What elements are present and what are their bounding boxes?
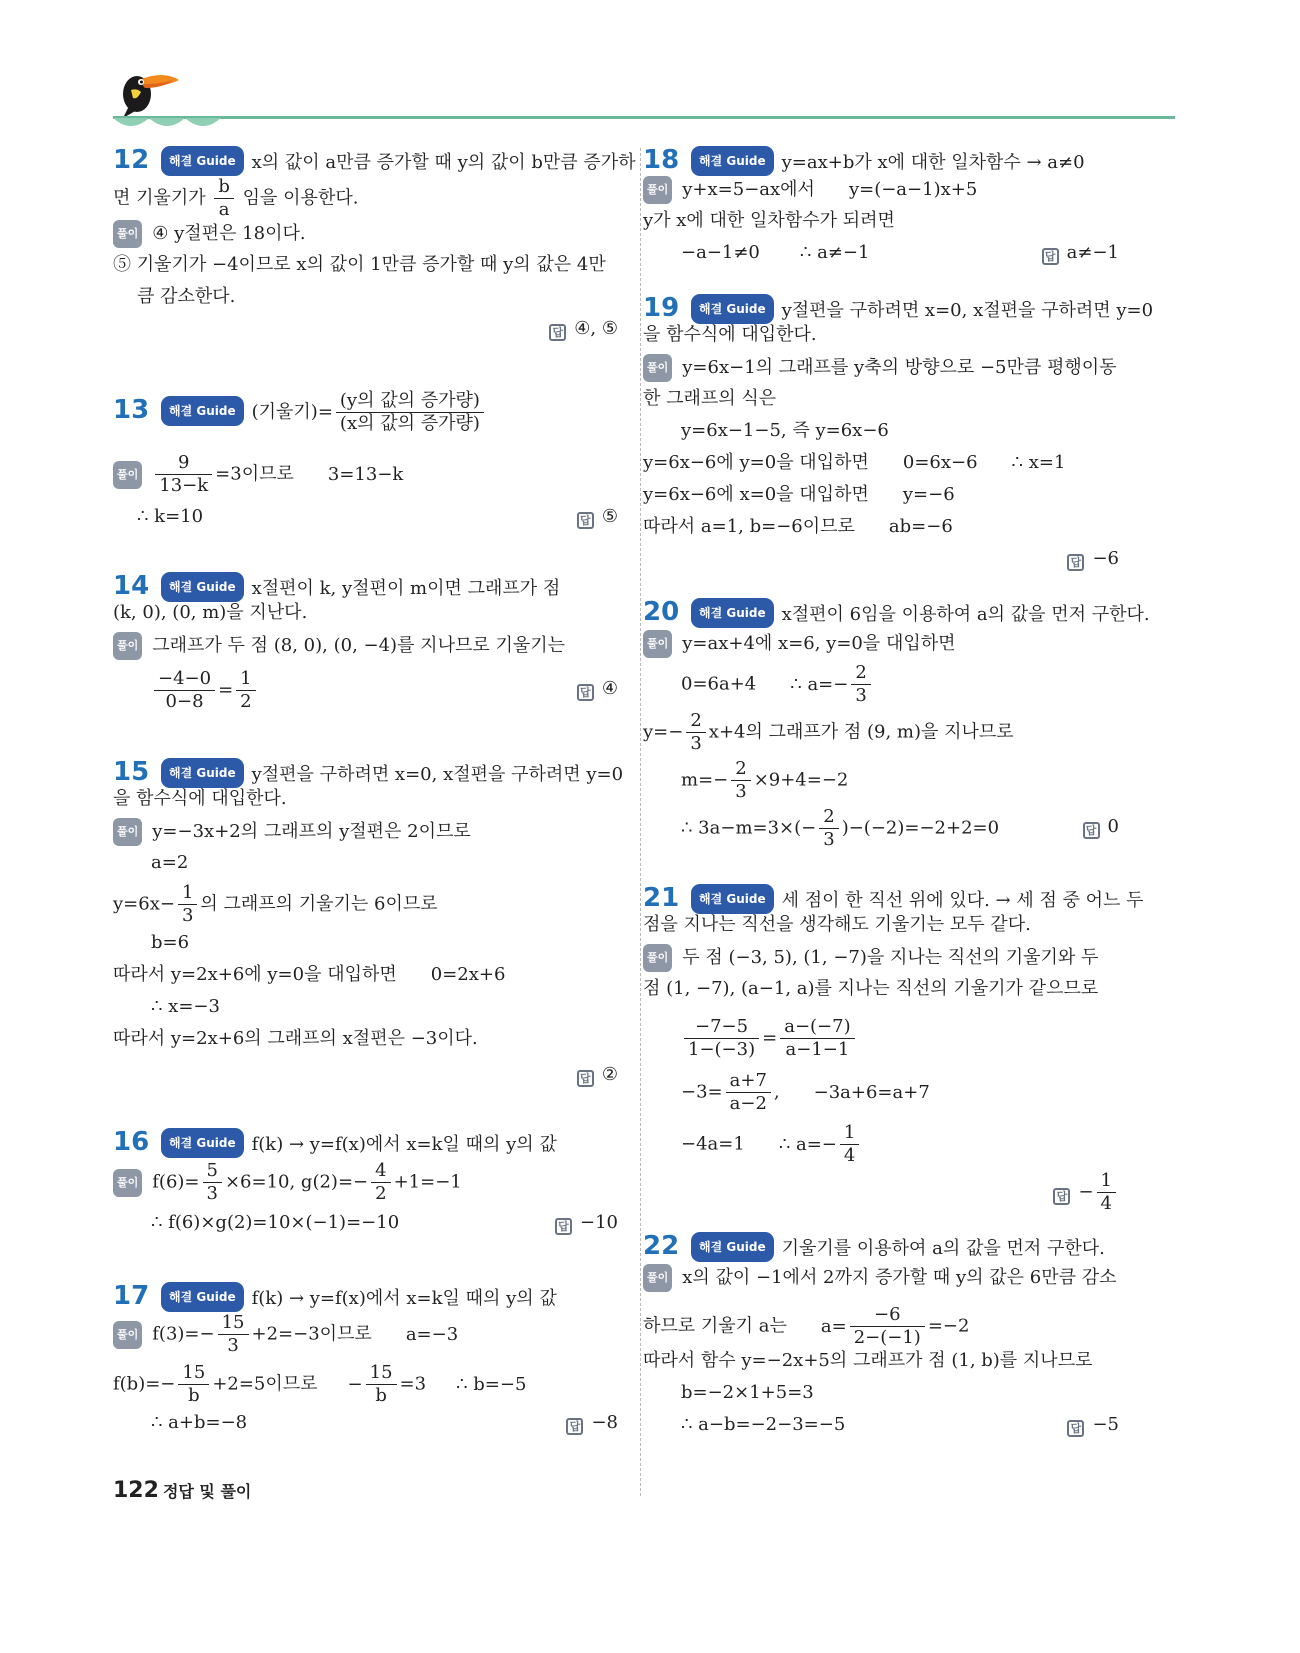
solution-line: y=−3x+2의 그래프의 y절편은 2이므로 [152, 821, 471, 842]
solution-text: 0=6a+4 [681, 673, 757, 695]
solution-text: +2=5이므로 [212, 1373, 318, 1395]
answer-value: 0 [1107, 816, 1119, 837]
answer [1083, 814, 1119, 840]
problem-number: 19 [643, 293, 680, 323]
guide-text: y=ax+b가 x에 대한 일차함수 → a≠0 [781, 152, 1085, 173]
solution-line: 그래프가 두 점 (8, 0), (0, −4)를 지나므로 기울기는 [152, 635, 566, 656]
solution-text: f(6)= [152, 1171, 200, 1193]
fraction: $\frac{1}{4}$ [840, 1122, 859, 1167]
solution-badge: 풀이 [643, 944, 672, 972]
guide-badge: 해결 Guide [691, 598, 774, 628]
guide-badge: 해결 Guide [161, 572, 244, 602]
solution-text: 하므로 기울기 a는 [643, 1315, 787, 1337]
solution-text: ∴ a=− [778, 1133, 837, 1155]
solution-line: y=6x−1의 그래프를 y축의 방향으로 −5만큼 평행이동 [682, 357, 1117, 378]
answer-icon: 답 [1067, 554, 1084, 571]
solution-text: −a−1≠0 [681, 242, 760, 263]
solution-badge: 풀이 [643, 354, 672, 382]
fraction: $\frac{\text{(y의 값의 증가량)}}{\text{(x의 값의 증가량)}}$ [336, 390, 484, 435]
problem-number: 12 [113, 145, 150, 175]
answer-icon: 답 [566, 1418, 583, 1435]
fraction: $\frac{4}{2}$ [371, 1160, 390, 1205]
footer-section-title: 정답 및 풀이 [162, 1482, 252, 1501]
fraction: $\frac{2}{3}$ [851, 662, 870, 707]
guide-text: f(k) → y=f(x)에서 x=k일 때의 y의 값 [251, 1134, 557, 1155]
solution-badge: 풀이 [113, 632, 142, 660]
guide-badge: 해결 Guide [691, 884, 774, 914]
answer-value: −6 [1092, 548, 1119, 569]
solution-text: f(b)=− [113, 1373, 176, 1395]
fraction: $\frac{-6}{2-(-1)}$ [850, 1304, 925, 1349]
fraction: $\frac{15}{3}$ [218, 1312, 249, 1357]
solution-text: ∴ x=1 [1011, 452, 1066, 473]
solution-text: y=6x−6에 x=0을 대입하면 [643, 484, 869, 505]
solution-text: ×9+4=−2 [753, 769, 849, 791]
guide-badge: 해결 Guide [691, 294, 774, 324]
answer [1067, 546, 1119, 572]
column-divider [640, 148, 641, 1496]
solution-text: y=− [643, 721, 684, 743]
solution-line: ∴ k=10 [137, 506, 204, 527]
guide-text: x절편이 k, y절편이 m이면 그래프가 점 [251, 578, 561, 599]
answer-value: ④, ⑤ [574, 318, 618, 339]
guide-text: y절편을 구하려면 x=0, x절편을 구하려면 y=0 [781, 300, 1154, 321]
solution-line: y가 x에 대한 일차함수가 되려면 [643, 210, 895, 231]
page-footer [113, 1478, 251, 1503]
answer-value: −8 [591, 1412, 618, 1433]
guide-text: f(k) → y=f(x)에서 x=k일 때의 y의 값 [251, 1288, 557, 1309]
fraction: $\frac{a-(-7)}{a-1-1}$ [780, 1016, 854, 1061]
solution-text: y=(−a−1)x+5 [848, 179, 978, 200]
solution-text: ∴ a=− [790, 673, 849, 695]
fraction: $\frac{2}{3}$ [731, 758, 750, 803]
problem-number: 13 [113, 394, 150, 425]
solution-text: m=− [681, 769, 729, 791]
answer-value: − [1078, 1181, 1094, 1203]
fraction: $\frac{1}{2}$ [236, 668, 255, 713]
answer-value: ④ [601, 678, 618, 699]
answer-value: ② [601, 1064, 618, 1085]
solution-text: x+4의 그래프가 점 (9, m)을 지나므로 [708, 721, 1014, 743]
answer-fraction: $\frac{1}{4}$ [1097, 1170, 1116, 1215]
answer-icon: 답 [577, 684, 594, 701]
solution-text: −3= [681, 1081, 723, 1103]
answer [1053, 1170, 1119, 1215]
solution-line: ∴ x=−3 [151, 996, 220, 1017]
solution-line: y=6x−1−5, 즉 y=6x−6 [681, 420, 889, 441]
fraction: $\frac{-4-0}{0-8}$ [154, 668, 215, 713]
solution-text: 0=6x−6 [902, 452, 978, 473]
answer [577, 676, 618, 702]
solution-text: y=−6 [902, 484, 955, 505]
fraction: $\frac{2}{3}$ [686, 710, 705, 755]
solution-text: −4a=1 [681, 1133, 745, 1155]
answer-value: a≠−1 [1066, 242, 1119, 263]
solution-text: +2=−3이므로 [251, 1323, 372, 1345]
guide-badge: 해결 Guide [161, 1128, 244, 1158]
problem-number: 14 [113, 571, 150, 601]
solution-line: ∴ a+b=−8 [151, 1412, 248, 1433]
page-number: 122 [113, 1478, 159, 1503]
solution-badge: 풀이 [113, 461, 142, 489]
guide-text-2a: 면 기울기가 [113, 187, 206, 209]
solution-line: 0=2x+6 [430, 964, 506, 985]
solution-badge: 풀이 [113, 220, 142, 248]
fraction: $\frac{15}{b}$ [366, 1362, 397, 1407]
solution-line: 따라서 함수 y=−2x+5의 그래프가 점 (1, b)를 지나므로 [643, 1350, 1093, 1371]
problem-number: 22 [643, 1231, 680, 1261]
solution-line: a=2 [151, 852, 189, 873]
guide-text-2: 점을 지나는 직선을 생각해도 기울기는 모두 같다. [643, 914, 1031, 935]
solution-text: ∴ b=−5 [456, 1373, 527, 1395]
fraction: $\frac{b}{a}$ [214, 176, 234, 221]
solution-text: ab=−6 [888, 516, 953, 537]
solution-text: ∴ a≠−1 [799, 242, 870, 263]
solution-line: b=−2×1+5=3 [681, 1382, 814, 1403]
solution-text: , [773, 1081, 780, 1103]
guide-badge: 해결 Guide [691, 146, 774, 176]
guide-text-2b: 임을 이용한다. [242, 187, 359, 209]
fraction: $\frac{2}{3}$ [819, 806, 838, 851]
guide-text: 세 점이 한 직선 위에 있다. → 세 점 중 어느 두 [781, 890, 1144, 911]
guide-text-2: (k, 0), (0, m)을 지난다. [113, 602, 308, 623]
answer-value: −5 [1092, 1414, 1119, 1435]
answer-icon: 답 [577, 1070, 594, 1087]
solution-line: 두 점 (−3, 5), (1, −7)을 지나는 직선의 기울기와 두 [682, 947, 1099, 968]
solution-line: ⑤ 기울기가 −4이므로 x의 값이 1만큼 증가할 때 y의 값은 4만 [113, 254, 606, 275]
answer-icon: 답 [1083, 822, 1100, 839]
answer [555, 1210, 618, 1236]
answer-icon: 답 [1053, 1188, 1070, 1205]
solution-badge: 풀이 [113, 1169, 142, 1197]
solution-text: )−(−2)=−2+2=0 [841, 817, 1000, 839]
solution-text: a= [820, 1315, 847, 1337]
answer-icon: 답 [555, 1218, 572, 1235]
solution-text: =3이므로 [215, 463, 294, 485]
solution-badge: 풀이 [643, 1264, 672, 1292]
guide-text: 기울기를 이용하여 a의 값을 먼저 구한다. [781, 1238, 1105, 1259]
solution-line: ④ y절편은 18이다. [152, 223, 306, 244]
solution-text: ∴ 3a−m=3×(− [681, 817, 817, 839]
answer [566, 1410, 618, 1436]
solution-text: =3 [399, 1373, 427, 1395]
fraction: $\frac{-7-5}{1-(-3)}$ [684, 1016, 759, 1061]
solution-text: a=−3 [405, 1323, 459, 1345]
fraction: $\frac{9}{13-k}$ [155, 452, 212, 497]
fraction: $\frac{5}{3}$ [203, 1160, 222, 1205]
solution-text: 3=13−k [327, 463, 404, 485]
problem-number: 18 [643, 145, 680, 175]
guide-badge: 해결 Guide [161, 1282, 244, 1312]
guide-text: (기울기)= [251, 401, 333, 423]
solution-badge: 풀이 [113, 818, 142, 846]
equals-sign: = [218, 679, 234, 701]
solution-text: ×6=10, g(2)=− [224, 1171, 369, 1193]
solution-line: ∴ f(6)×g(2)=10×(−1)=−10 [151, 1212, 400, 1233]
solution-text: y=6x−6에 y=0을 대입하면 [643, 452, 869, 473]
answer-icon: 답 [1067, 1420, 1084, 1437]
guide-badge: 해결 Guide [161, 146, 244, 176]
header-scallop-decoration [113, 118, 225, 132]
answer-icon: 답 [549, 324, 566, 341]
solution-line: b=6 [151, 932, 190, 953]
solution-line: 큼 감소한다. [137, 286, 236, 307]
fraction: $\frac{15}{b}$ [178, 1362, 209, 1407]
answer-value: ⑤ [601, 506, 618, 527]
problem-number: 16 [113, 1127, 150, 1157]
solution-text: 따라서 a=1, b=−6이므로 [643, 516, 855, 537]
fraction: $\frac{a+7}{a-2}$ [726, 1070, 771, 1115]
toucan-logo-icon [115, 66, 185, 122]
answer [1067, 1412, 1119, 1438]
answer [577, 504, 618, 530]
problem-number: 17 [113, 1281, 150, 1311]
guide-text: y절편을 구하려면 x=0, x절편을 구하려면 y=0 [251, 764, 624, 785]
solution-badge: 풀이 [113, 1321, 142, 1349]
solution-text: f(3)=− [152, 1323, 215, 1345]
solution-line: y=ax+4에 x=6, y=0을 대입하면 [682, 633, 956, 654]
problem-number: 20 [643, 597, 680, 627]
answer [577, 1062, 618, 1088]
fraction: $\frac{1}{3}$ [178, 882, 197, 927]
answer-icon: 답 [1042, 248, 1059, 265]
header-rule [113, 116, 1175, 119]
solution-line: 따라서 y=2x+6에 y=0을 대입하면 [113, 964, 397, 985]
guide-badge: 해결 Guide [691, 1232, 774, 1262]
solution-badge: 풀이 [643, 630, 672, 658]
solution-text: =−2 [927, 1315, 970, 1337]
answer [549, 316, 618, 342]
answer-value: −10 [580, 1212, 618, 1233]
solution-text: y=6x− [113, 893, 175, 915]
answer [1042, 240, 1119, 266]
guide-badge: 해결 Guide [161, 396, 244, 426]
problem-number: 21 [643, 883, 680, 913]
problem-number: 15 [113, 757, 150, 787]
solution-text: y+x=5−ax에서 [682, 179, 815, 200]
guide-text-2: 을 함수식에 대입한다. [113, 788, 287, 809]
solution-line: ∴ a−b=−2−3=−5 [681, 1414, 846, 1435]
solution-line: 따라서 y=2x+6의 그래프의 x절편은 −3이다. [113, 1028, 478, 1049]
guide-text-2: 을 함수식에 대입한다. [643, 324, 817, 345]
answer-icon: 답 [577, 512, 594, 529]
solution-line: x의 값이 −1에서 2까지 증가할 때 y의 값은 6만큼 감소 [682, 1267, 1117, 1288]
equals-sign: = [762, 1027, 778, 1049]
solution-text: −3a+6=a+7 [813, 1081, 930, 1103]
solution-text: +1=−1 [393, 1171, 462, 1193]
guide-text: x의 값이 a만큼 증가할 때 y의 값이 b만큼 증가하 [251, 152, 636, 173]
solution-text: − [347, 1373, 363, 1395]
guide-text: x절편이 6임을 이용하여 a의 값을 먼저 구한다. [781, 604, 1150, 625]
guide-badge: 해결 Guide [161, 758, 244, 788]
solution-line: 점 (1, −7), (a−1, a)를 지나는 직선의 기울기가 같으므로 [643, 978, 1099, 999]
solution-badge: 풀이 [643, 176, 672, 204]
solution-line: 한 그래프의 식은 [643, 388, 777, 409]
solution-text: 의 그래프의 기울기는 6이므로 [200, 893, 438, 915]
